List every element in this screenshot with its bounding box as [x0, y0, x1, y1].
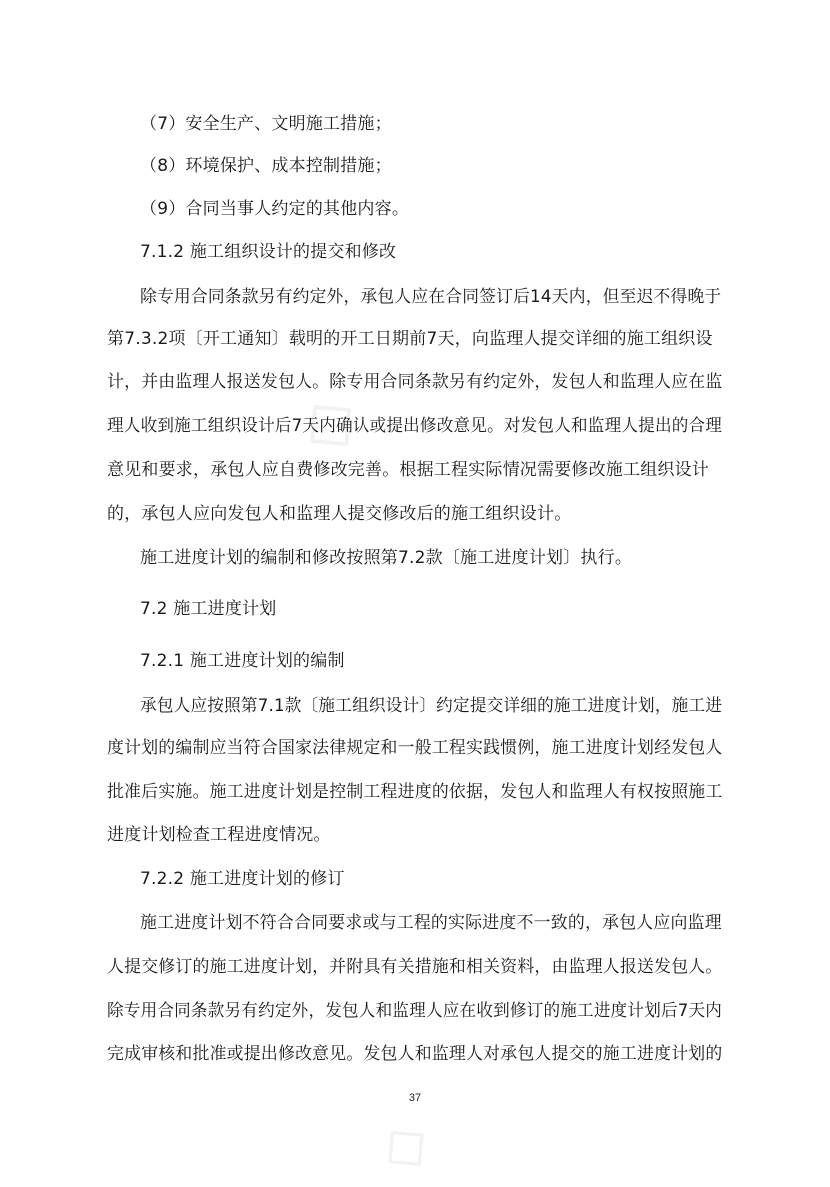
- paragraph-line: 理人收到施工组织设计后7天内确认或提出修改意见。对发包人和监理人提出的合理: [107, 416, 723, 436]
- section-heading-7-2: 7.2 施工进度计划: [140, 599, 277, 619]
- paragraph-line: 施工进度计划不符合合同要求或与工程的实际进度不一致的，承包人应向监理: [140, 913, 722, 933]
- section-heading-7-1-2: 7.1.2 施工组织设计的提交和修改: [140, 242, 397, 262]
- paragraph-line: 意见和要求，承包人应自费修改完善。根据工程实际情况需要修改施工组织设计: [107, 460, 709, 480]
- list-item-8: （8）环境保护、成本控制措施；: [140, 156, 392, 176]
- paragraph-line: 计，并由监理人报送发包人。除专用合同条款另有约定外，发包人和监理人应在监: [107, 372, 723, 392]
- paragraph-line: 度计划的编制应当符合国家法律规定和一般工程实践惯例，施工进度计划经发包人: [107, 738, 723, 758]
- section-heading-7-2-2: 7.2.2 施工进度计划的修订: [140, 869, 345, 889]
- list-item-7: （7）安全生产、文明施工措施；: [140, 114, 392, 134]
- watermark-mark: ◇: [279, 372, 374, 470]
- page-number: 37: [408, 1092, 422, 1104]
- list-item-9: （9）合同当事人约定的其他内容。: [140, 199, 410, 219]
- paragraph-line: 进度计划检查工程进度情况。: [107, 825, 331, 845]
- paragraph-line: 除专用合同条款另有约定外，发包人和监理人应在收到修订的施工进度计划后7天内: [107, 1001, 723, 1021]
- paragraph-line: 的，承包人应向发包人和监理人提交修改后的施工组织设计。: [107, 504, 572, 524]
- paragraph-line: 承包人应按照第7.1款〔施工组织设计〕约定提交详细的施工进度计划，施工进: [140, 696, 723, 716]
- watermark-mark-bottom: ◇: [362, 1103, 444, 1187]
- paragraph-line: 第7.3.2项〔开工通知〕载明的开工日期前7天，向监理人提交详细的施工组织设: [107, 329, 713, 349]
- section-heading-7-2-1: 7.2.1 施工进度计划的编制: [140, 651, 345, 671]
- paragraph-line: 除专用合同条款另有约定外，承包人应在合同签订后14天内，但至迟不得晚于: [140, 287, 722, 307]
- paragraph-line: 人提交修订的施工进度计划，并附具有关措施和相关资料，由监理人报送发包人。: [107, 957, 723, 977]
- paragraph-line: 施工进度计划的编制和修改按照第7.2款〔施工进度计划〕执行。: [140, 548, 633, 568]
- paragraph-line: 完成审核和批准或提出修改意见。发包人和监理人对承包人提交的施工进度计划的: [107, 1044, 723, 1064]
- paragraph-line: 批准后实施。施工进度计划是控制工程进度的依据，发包人和监理人有权按照施工: [107, 782, 723, 802]
